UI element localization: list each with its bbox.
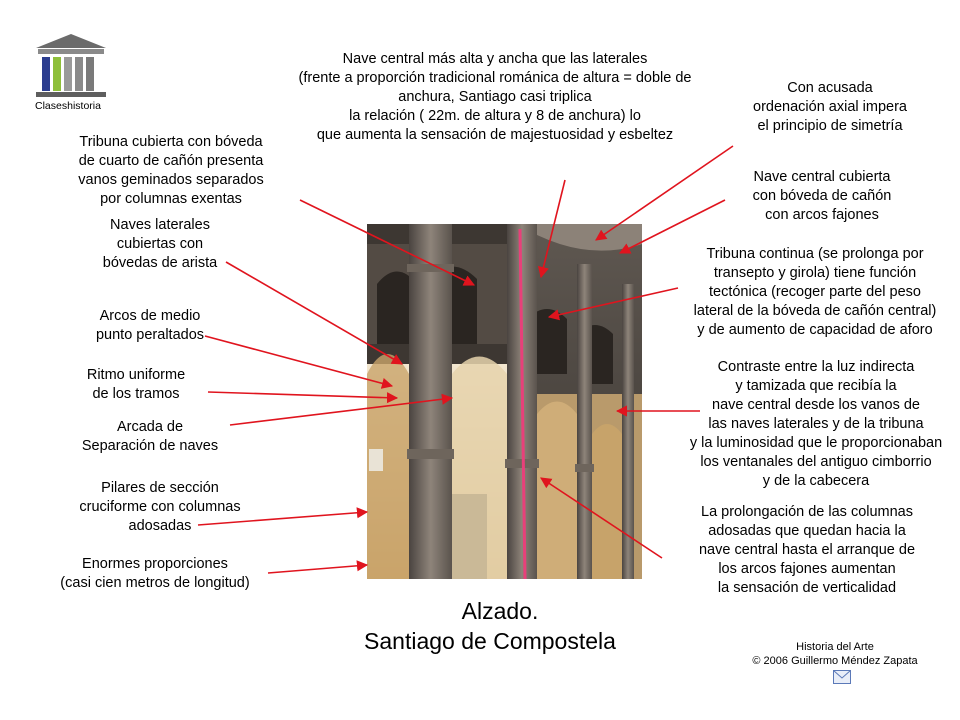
note-line: los arcos fajones aumentan [718, 561, 896, 577]
note-line: y la luminosidad que le proporcionaban [689, 435, 943, 451]
note-line: cruciforme con columnas [79, 499, 241, 515]
note-line: Tribuna cubierta con bóveda [79, 134, 263, 150]
note-line: el principio de simetría [757, 118, 903, 134]
logo-caption: Claseshistoria [35, 100, 101, 112]
note-line: Ritmo uniforme [86, 367, 186, 383]
note-line: nave central desde los vanos de [712, 397, 920, 413]
footer-course: Historia del Arte [796, 641, 874, 653]
note-line: transepto y girola) tiene función [713, 265, 917, 281]
note-line: de los tramos [92, 386, 180, 402]
mail-icon[interactable] [833, 670, 851, 684]
note-line: anchura, Santiago casi triplica [398, 89, 592, 105]
note-line: y tamizada que recibía la [735, 378, 897, 394]
note-nave-central-cubierta [712, 168, 932, 225]
note-line: tectónica (recoger parte del peso [709, 284, 921, 300]
note-line: por columnas exentas [100, 191, 242, 207]
note-line: nave central hasta el arranque de [698, 542, 916, 558]
note-tribuna-cubierta [58, 133, 284, 209]
note-line: (frente a proporción tradicional románica de altura = doble de [298, 70, 692, 86]
note-line: bóvedas de arista [102, 255, 218, 271]
note-nave-central [270, 50, 720, 145]
footer-copyright: © 2006 Guillermo Méndez Zapata [752, 655, 918, 667]
arrow-proporciones [268, 565, 367, 573]
arrow-arcos [205, 336, 392, 386]
note-naves-laterales [80, 216, 240, 273]
note-line: Arcada de [116, 419, 184, 435]
note-line: (casi cien metros de longitud) [60, 575, 250, 591]
note-line: punto peraltados [95, 327, 205, 343]
note-ritmo [66, 366, 206, 404]
note-line: y de la cabecera [762, 473, 870, 489]
note-axial [720, 79, 940, 136]
note-line: vanos geminados separados [78, 172, 264, 188]
note-line: Pilares de sección [101, 480, 219, 496]
note-line: con arcos fajones [765, 207, 879, 223]
note-line: cubiertas con [116, 236, 204, 252]
note-tribuna-continua [673, 245, 957, 340]
note-line: las naves laterales y de la tribuna [708, 416, 924, 432]
footer-credits [720, 640, 950, 668]
note-pilares [60, 479, 260, 536]
note-contraste [680, 358, 952, 491]
note-arcada [60, 418, 240, 456]
note-line: La prolongación de las columnas [701, 504, 913, 520]
cathedral-elevation-photo [367, 224, 642, 579]
note-arcos [70, 307, 230, 345]
note-line: adosadas [128, 518, 192, 534]
note-line: adosadas que quedan hacia la [708, 523, 906, 539]
note-line: con bóveda de cañón [752, 188, 892, 204]
note-line: lateral de la bóveda de cañón central) [693, 303, 937, 319]
note-line: la sensación de verticalidad [717, 580, 897, 596]
slide-title: Alzado. [461, 598, 539, 624]
note-line: Enormes proporciones [82, 556, 228, 572]
note-proporciones [40, 555, 270, 593]
note-line: Nave central cubierta [753, 169, 891, 185]
note-line: Con acusada [787, 80, 873, 96]
note-prolongacion [676, 503, 938, 598]
note-line: que aumenta la sensación de majestuosidad y esbeltez [316, 127, 674, 143]
note-line: de cuarto de cañón presenta [78, 153, 264, 169]
note-line: Nave central más alta y ancha que las laterales [342, 51, 648, 67]
note-line: ordenación axial impera [753, 99, 907, 115]
note-line: los ventanales del antiguo cimborrio [700, 454, 932, 470]
note-line: Contraste entre la luz indirecta [717, 359, 915, 375]
note-line: la relación ( 22m. de altura y 8 de anchura) lo [349, 108, 641, 124]
slide-subtitle: Santiago de Compostela [364, 628, 616, 654]
note-line: y de aumento de capacidad de aforo [697, 322, 933, 338]
note-line: Tribuna continua (se prolonga por [706, 246, 924, 262]
note-line: Separación de naves [81, 438, 219, 454]
note-line: Naves laterales [110, 217, 210, 233]
note-line: Arcos de medio [99, 308, 201, 324]
